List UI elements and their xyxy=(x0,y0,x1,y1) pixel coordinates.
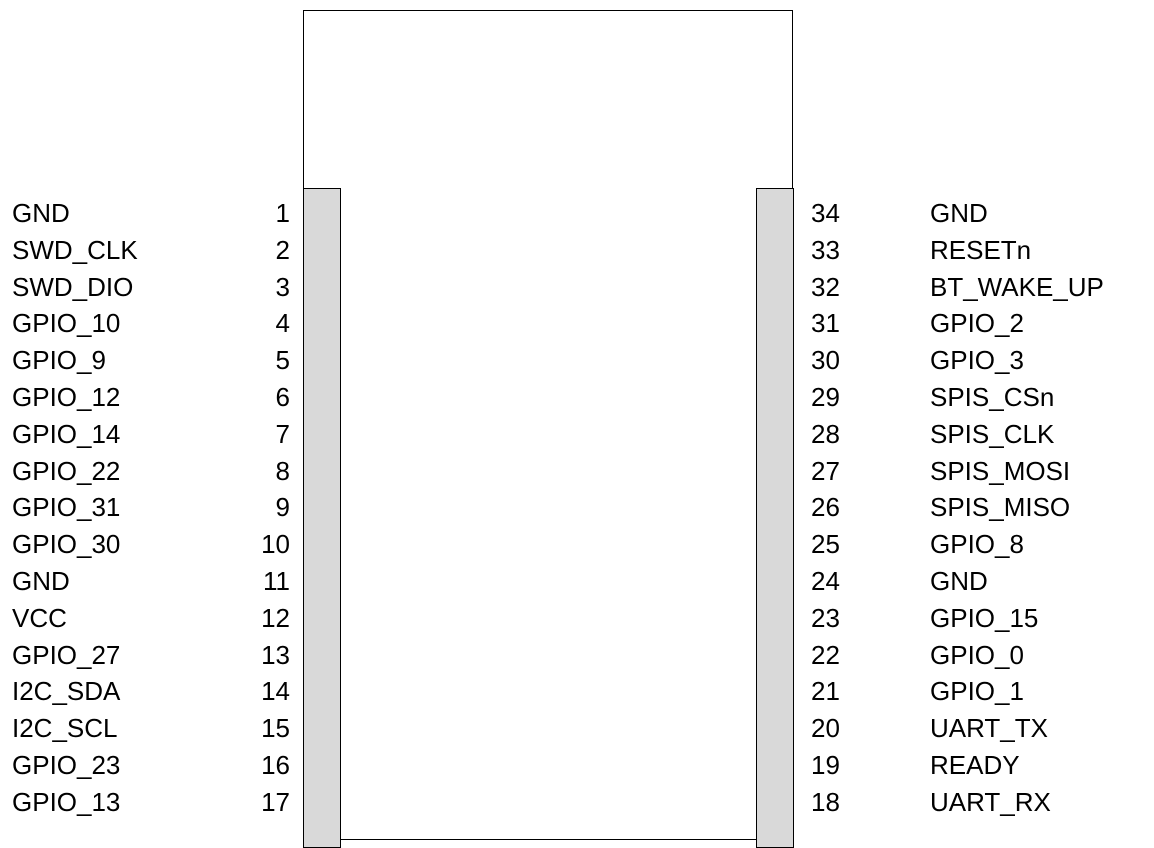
pin-name-label: GPIO_8 xyxy=(930,529,1024,560)
pin-name-label: GPIO_2 xyxy=(930,308,1024,339)
left-pin-row xyxy=(0,489,300,526)
right-pin-row xyxy=(800,232,1154,269)
pin-number-label: 34 xyxy=(811,198,840,228)
pin-name-label: GPIO_13 xyxy=(12,786,121,817)
pin-number-label: 32 xyxy=(811,271,840,302)
pin-number-label: 12 xyxy=(261,602,290,633)
left-pin-row xyxy=(0,637,300,674)
left-pin-row xyxy=(0,305,300,342)
pin-name-label: UART_RX xyxy=(930,786,1051,817)
pin-name-label: GPIO_12 xyxy=(12,381,121,412)
pin-name-label: GPIO_27 xyxy=(12,639,121,670)
left-pin-row xyxy=(0,747,300,784)
right-pin-row xyxy=(800,195,1154,232)
pin-number-label: 5 xyxy=(275,345,290,376)
right-pin-row xyxy=(800,489,1154,526)
pin-number-label: 25 xyxy=(811,529,840,560)
pin-name-label: GPIO_31 xyxy=(12,492,121,523)
right-pin-row xyxy=(800,563,1154,600)
pin-number-label: 22 xyxy=(811,639,840,670)
pin-name-label: GND xyxy=(12,198,70,228)
pin-number-label: 15 xyxy=(261,713,290,744)
left-pin-row xyxy=(0,379,300,416)
left-pin-row xyxy=(0,600,300,637)
right-pin-row xyxy=(800,526,1154,563)
pin-name-label: UART_TX xyxy=(930,713,1048,744)
right-pin-row xyxy=(800,600,1154,637)
pin-number-label: 9 xyxy=(275,492,290,523)
pin-name-label: GPIO_10 xyxy=(12,308,121,339)
pin-number-label: 30 xyxy=(811,345,840,376)
pin-name-label: SPIS_CSn xyxy=(930,381,1055,412)
right-pin-row xyxy=(800,710,1154,747)
left-pin-row xyxy=(0,232,300,269)
pin-number-label: 11 xyxy=(263,565,290,596)
pin-name-label: SPIS_CLK xyxy=(930,418,1055,449)
right-pin-row xyxy=(800,747,1154,784)
pin-name-label: READY xyxy=(930,749,1020,780)
pin-name-label: GPIO_14 xyxy=(12,418,121,449)
pin-name-label: VCC xyxy=(12,602,67,633)
pin-number-label: 10 xyxy=(261,529,290,560)
pin-name-label: I2C_SCL xyxy=(12,713,118,744)
left-pin-row xyxy=(0,269,300,306)
pin-name-label: I2C_SDA xyxy=(12,676,121,707)
pin-number-label: 29 xyxy=(811,381,840,412)
pin-name-label: GND xyxy=(930,565,988,596)
pin-name-label: GPIO_30 xyxy=(12,529,121,560)
pin-name-label: GND xyxy=(930,198,988,228)
pin-name-label: SWD_CLK xyxy=(12,234,138,265)
right-pin-row xyxy=(800,305,1154,342)
pin-number-label: 4 xyxy=(275,308,290,339)
pin-name-label: GPIO_22 xyxy=(12,455,121,486)
pin-name-label: GPIO_15 xyxy=(930,602,1039,633)
pin-number-label: 2 xyxy=(275,234,290,265)
pin-number-label: 14 xyxy=(261,676,290,707)
module-outline xyxy=(303,10,793,840)
pin-name-label: SPIS_MISO xyxy=(930,492,1071,523)
left-pin-row xyxy=(0,416,300,453)
left-pin-row xyxy=(0,673,300,710)
pin-name-label: BT_WAKE_UP xyxy=(930,271,1104,302)
right-pin-strip xyxy=(756,188,794,848)
pin-name-label: GPIO_9 xyxy=(12,345,106,376)
pin-number-label: 33 xyxy=(811,234,840,265)
pin-number-label: 20 xyxy=(811,713,840,744)
pin-number-label: 16 xyxy=(261,749,290,780)
pin-number-label: 23 xyxy=(811,602,840,633)
pin-name-label: RESETn xyxy=(930,234,1032,265)
pin-number-label: 27 xyxy=(811,455,840,486)
left-pin-row xyxy=(0,453,300,490)
right-pin-row xyxy=(800,784,1154,821)
pin-name-label: GPIO_23 xyxy=(12,749,121,780)
pin-name-label: GPIO_0 xyxy=(930,639,1024,670)
pin-name-label: SWD_DIO xyxy=(12,271,134,302)
left-pin-row xyxy=(0,526,300,563)
pin-name-label: GPIO_3 xyxy=(930,345,1024,376)
right-pin-list xyxy=(800,195,1154,821)
pin-number-label: 24 xyxy=(811,565,840,596)
right-pin-row xyxy=(800,342,1154,379)
left-pin-row xyxy=(0,563,300,600)
right-pin-row xyxy=(800,637,1154,674)
right-pin-row xyxy=(800,379,1154,416)
pin-number-label: 13 xyxy=(261,639,290,670)
pin-number-label: 28 xyxy=(811,418,840,449)
pin-number-label: 26 xyxy=(811,492,840,523)
pin-number-label: 17 xyxy=(261,786,290,817)
pin-number-label: 31 xyxy=(811,308,840,339)
pin-number-label: 6 xyxy=(275,381,290,412)
pin-number-label: 21 xyxy=(811,676,840,707)
left-pin-row xyxy=(0,195,300,232)
right-pin-row xyxy=(800,416,1154,453)
pin-number-label: 18 xyxy=(811,786,840,817)
left-pin-row xyxy=(0,784,300,821)
left-pin-list xyxy=(0,195,300,821)
pin-number-label: 7 xyxy=(275,418,290,449)
pin-name-label: SPIS_MOSI xyxy=(930,455,1071,486)
pin-number-label: 8 xyxy=(275,455,290,486)
right-pin-row xyxy=(800,269,1154,306)
left-pin-row xyxy=(0,342,300,379)
pin-number-label: 1 xyxy=(275,198,290,228)
pin-name-label: GPIO_1 xyxy=(930,676,1024,707)
left-pin-strip xyxy=(303,188,341,848)
right-pin-row xyxy=(800,453,1154,490)
pin-name-label: GND xyxy=(12,565,70,596)
right-pin-row xyxy=(800,673,1154,710)
pin-number-label: 19 xyxy=(811,749,840,780)
pin-number-label: 3 xyxy=(275,271,290,302)
left-pin-row xyxy=(0,710,300,747)
